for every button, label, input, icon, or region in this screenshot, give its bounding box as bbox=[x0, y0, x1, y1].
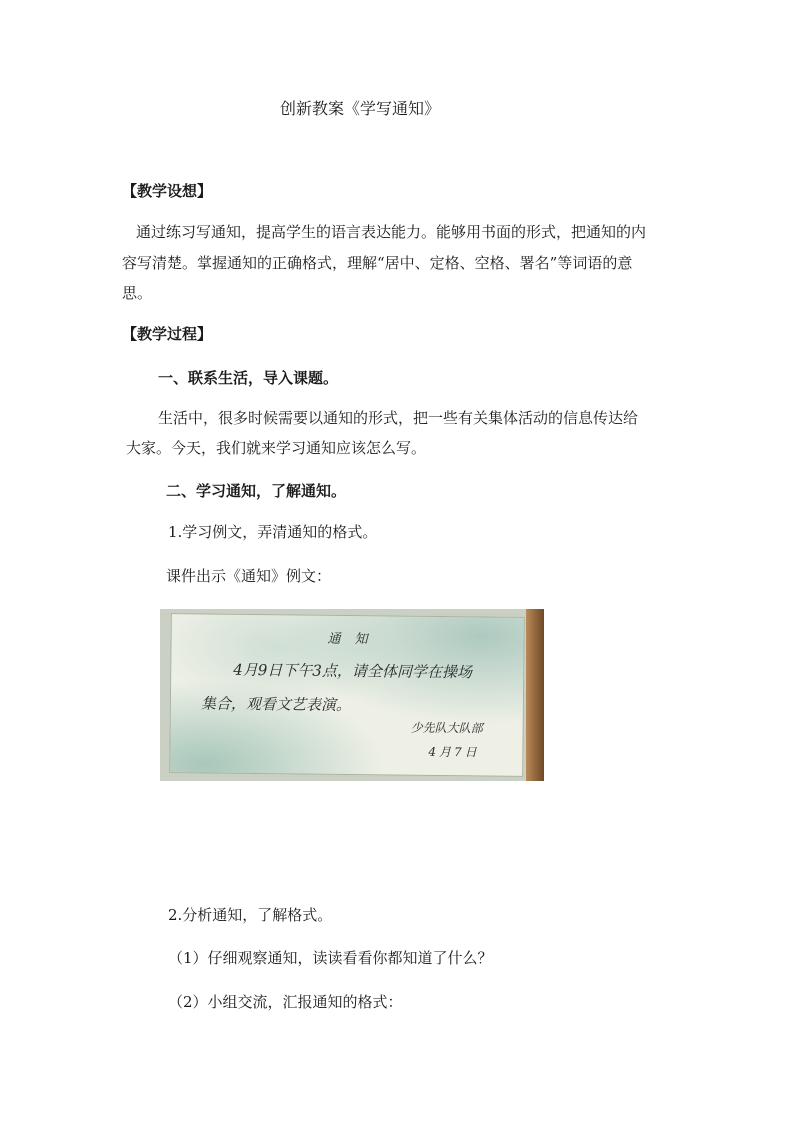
notice-card bbox=[169, 613, 525, 777]
step-1-paragraph-line-1: 生活中，很多时候需要以通知的形式，把一些有关集体活动的信息传达给 bbox=[158, 409, 639, 427]
page-title: 创新教案《学写通知》 bbox=[280, 99, 441, 118]
idea-paragraph-line-3: 思。 bbox=[122, 284, 153, 302]
notice-example-photo bbox=[160, 609, 544, 781]
notice-card-body-line-1: 4月9日下午3点，请全体同学在操场 bbox=[233, 660, 472, 682]
step-1-paragraph-line-2: 大家。今天，我们就来学习通知应该怎么写。 bbox=[126, 439, 427, 457]
idea-paragraph-line-2: 容写清楚。掌握通知的正确格式，理解“居中、定格、空格、署名”等词语的意 bbox=[122, 254, 633, 272]
step-2-item-2-question-2: （2）小组交流，汇报通知的格式： bbox=[168, 993, 403, 1011]
step-2-item-1: 1.学习例文，弄清通知的格式。 bbox=[168, 523, 378, 541]
step-2-item-2: 2.分析通知，了解格式。 bbox=[168, 906, 333, 924]
notice-card-date: 4月7日 bbox=[428, 744, 480, 760]
step-1-heading: 一、联系生活，导入课题。 bbox=[158, 369, 339, 387]
section-heading-process: 【教学过程】 bbox=[122, 325, 213, 343]
wood-frame-edge bbox=[526, 609, 544, 781]
notice-card-signature: 少先队大队部 bbox=[410, 720, 483, 736]
notice-card-title: 通知 bbox=[327, 631, 382, 648]
step-2-item-1-sub: 课件出示《通知》例文： bbox=[166, 567, 332, 585]
section-heading-idea: 【教学设想】 bbox=[122, 182, 213, 200]
idea-paragraph-line-1: 通过练习写通知，提高学生的语言表达能力。能够用书面的形式，把通知的内 bbox=[136, 223, 647, 241]
step-2-item-2-question-1: （1）仔细观察通知，读读看看你都知道了什么？ bbox=[168, 949, 493, 967]
notice-card-body-line-2: 集合，观看文艺表演。 bbox=[200, 694, 352, 715]
step-2-heading: 二、学习通知，了解通知。 bbox=[166, 482, 347, 500]
